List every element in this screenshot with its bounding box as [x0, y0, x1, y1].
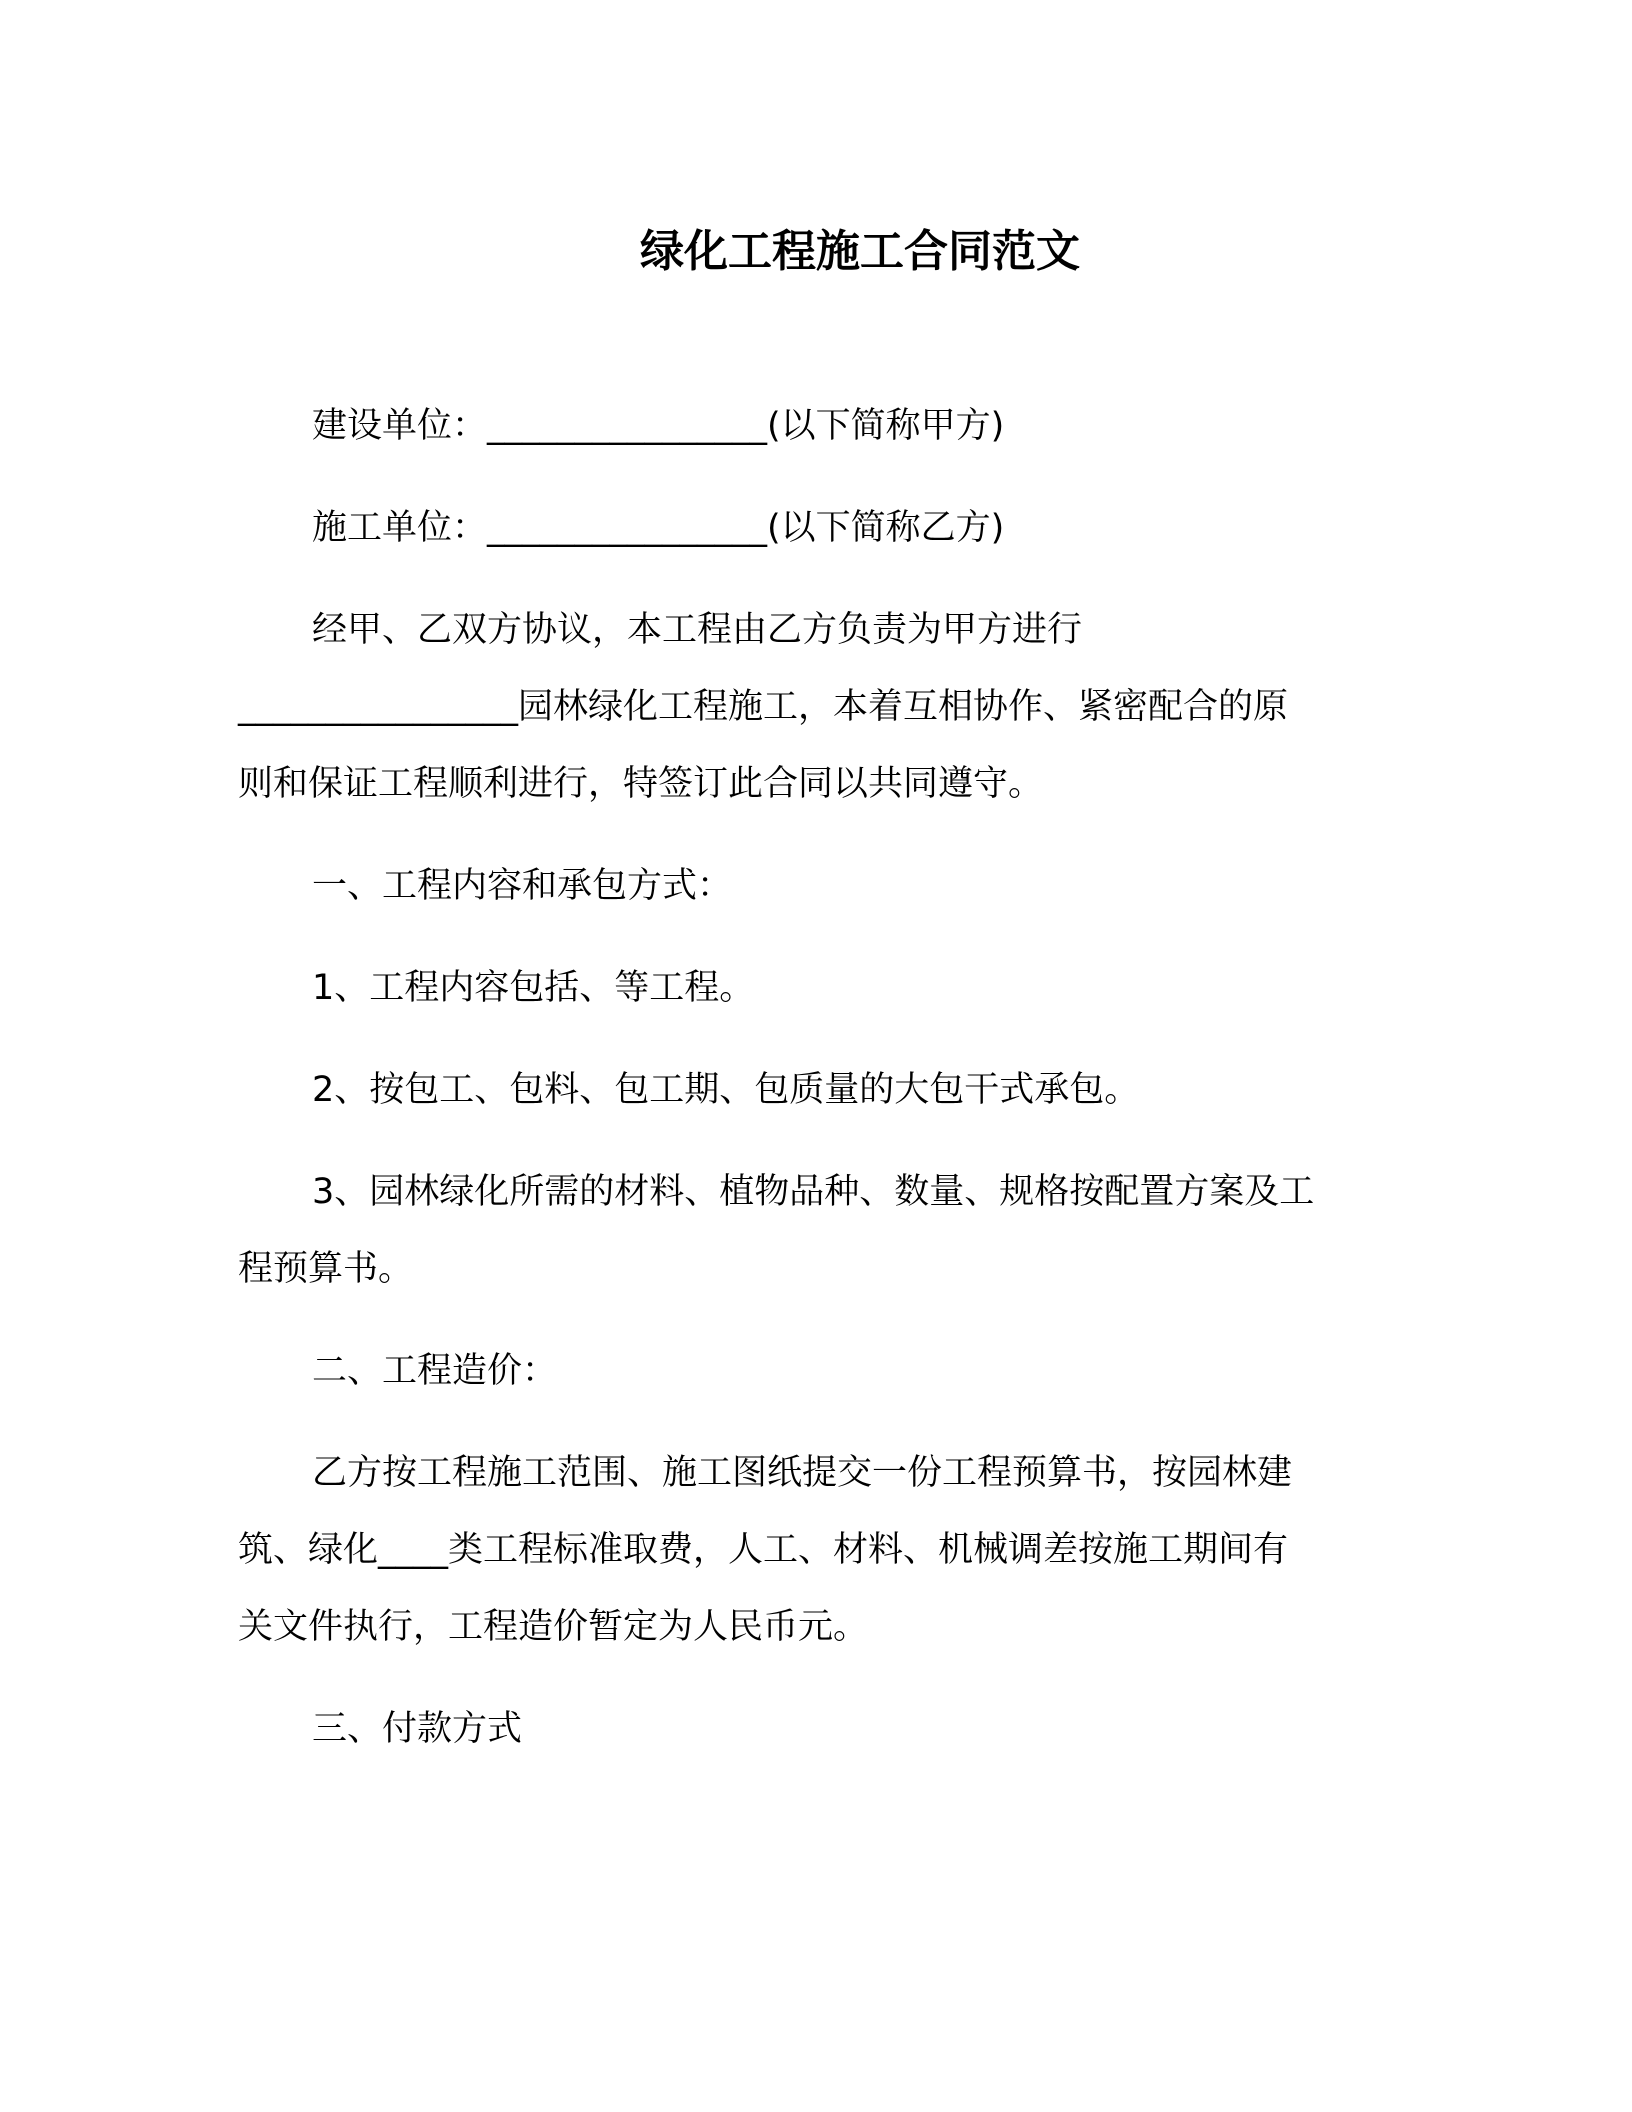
section-3-heading: 三、付款方式	[312, 1709, 523, 1749]
party-b-line: 施工单位：________________(以下简称乙方)	[312, 508, 1005, 548]
intro-line-3: 则和保证工程顺利进行，特签订此合同以共同遵守。	[238, 764, 1044, 804]
section-1-item-1: 1、工程内容包括、等工程。	[312, 968, 755, 1008]
intro-line-2: ________________园林绿化工程施工，本着互相协作、紧密配合的原	[238, 687, 1289, 727]
section-1-item-2: 2、按包工、包料、包工期、包质量的大包干式承包。	[312, 1070, 1140, 1110]
section-2-line-1: 乙方按工程施工范围、施工图纸提交一份工程预算书，按园林建	[312, 1453, 1293, 1493]
section-2-line-3: 关文件执行，工程造价暂定为人民币元。	[238, 1607, 869, 1647]
section-1-item-3-line-2: 程预算书。	[238, 1249, 414, 1289]
document-title: 绿化工程施工合同范文	[640, 226, 1080, 277]
section-2-line-2: 筑、绿化____类工程标准取费，人工、材料、机械调差按施工期间有	[238, 1530, 1289, 1570]
party-a-line: 建设单位：________________(以下简称甲方)	[312, 406, 1005, 446]
section-1-item-3-line-1: 3、园林绿化所需的材料、植物品种、数量、规格按配置方案及工	[312, 1172, 1315, 1212]
section-2-heading: 二、工程造价：	[312, 1351, 558, 1391]
section-1-heading: 一、工程内容和承包方式：	[312, 866, 733, 906]
intro-line-1: 经甲、乙双方协议，本工程由乙方负责为甲方进行	[312, 610, 1083, 650]
